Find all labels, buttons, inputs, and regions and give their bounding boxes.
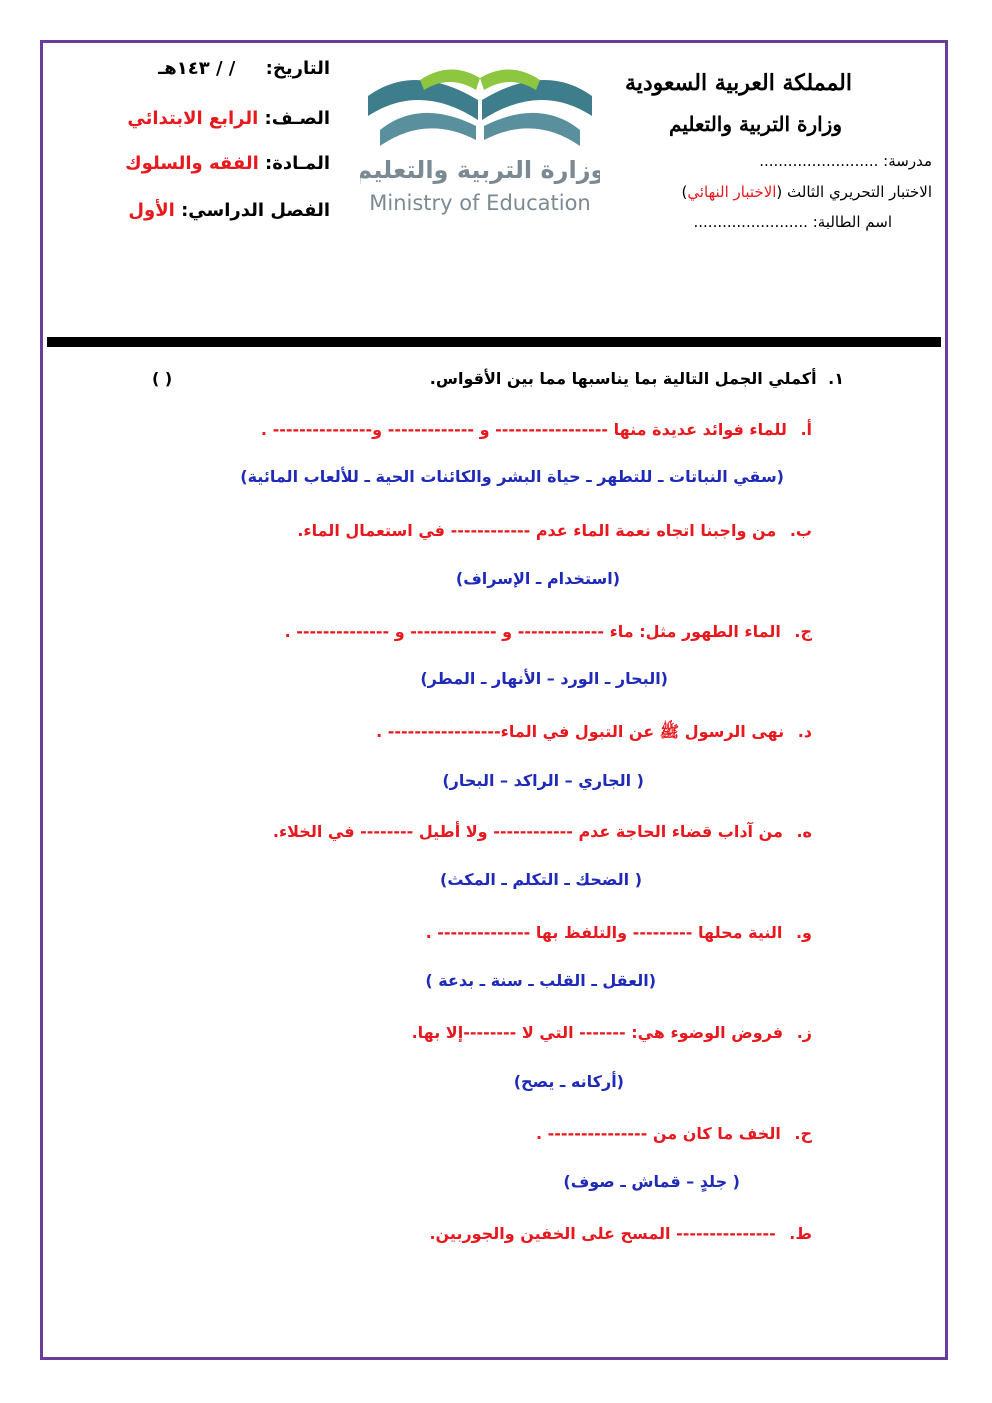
logo-arabic-text: وزارة التربية والتعليم	[360, 156, 600, 184]
item-letter: ط.	[789, 1224, 812, 1243]
item-text: من آداب قضاء الحاجة عدم ------------ ولا أطيل -------- في الخلاء.	[272, 822, 783, 841]
grade-row	[127, 108, 330, 129]
student-name-field: اسم الطالبة: ........................	[693, 213, 892, 231]
date-row	[158, 58, 330, 79]
item-text: فروض الوضوء هي: ------- التي لا --------إلا بها.	[411, 1023, 784, 1042]
ministry-logo	[360, 60, 600, 220]
item-h-options: ( جلدٍ – قماش ـ صوف)	[563, 1172, 740, 1191]
item-text: الخف ما كان من --------------- .	[536, 1124, 781, 1143]
item-letter: ج.	[794, 622, 812, 641]
exam-title	[682, 183, 933, 201]
header-divider	[47, 337, 941, 347]
question-heading	[430, 369, 844, 388]
term-label: الفصل الدراسي:	[181, 200, 330, 221]
item-g	[412, 1023, 812, 1042]
item-text: --------------- المسح على الخفين والجوربين.	[429, 1224, 776, 1243]
logo-english-text: Ministry of Education	[369, 191, 591, 215]
date-value: / / ١٤٣هـ	[158, 58, 236, 79]
exam-prefix: الاختبار التحريري الثالث (	[776, 183, 932, 201]
item-text: النية محلها --------- والتلفظ بها -------------- .	[425, 923, 783, 942]
score-box: ( )	[152, 369, 173, 388]
item-b-options: (استخدام ـ الإسراف)	[455, 569, 620, 588]
item-b	[297, 521, 812, 540]
item-d	[376, 722, 812, 745]
subject-row	[125, 153, 330, 174]
item-letter: أ.	[800, 420, 812, 439]
item-letter: و.	[795, 923, 812, 942]
exam-highlight: الاختبار النهائي	[687, 183, 777, 201]
item-letter: ه.	[796, 822, 812, 841]
item-letter: د.	[797, 722, 812, 741]
item-i	[429, 1224, 812, 1243]
kingdom-title: المملكة العربية السعودية	[624, 70, 852, 96]
item-f-options: (العقل ـ القلب ـ سنة ـ بدعة )	[425, 971, 656, 990]
question-number: ١.	[828, 369, 844, 388]
item-a	[261, 420, 812, 439]
item-h	[536, 1124, 812, 1143]
school-field: مدرسة: .........................	[759, 152, 932, 170]
item-e-options: ( الضحك ـ التكلم ـ المكث)	[440, 870, 642, 889]
item-a-options: (سقي النباتات ـ للتطهر ـ حياة البشر والكائنات الحية ـ للألعاب المائية)	[240, 467, 784, 486]
item-g-options: (أركانه ـ يصح)	[513, 1072, 624, 1091]
item-c-options: (البحار ـ الورد – الأنهار ـ المطر)	[420, 669, 668, 688]
date-label: التاريخ:	[265, 58, 330, 79]
term-value: الأول	[128, 200, 175, 221]
ministry-title: وزارة التربية والتعليم	[669, 112, 842, 136]
term-row	[128, 200, 330, 221]
item-f	[426, 923, 812, 942]
item-c	[285, 622, 812, 641]
item-text: الماء الطهور مثل: ماء ------------- و ------------- و -------------- .	[284, 622, 781, 641]
grade-label: الصـف:	[264, 108, 330, 129]
item-text: نهى الرسول ﷺ عن التبول في الماء----------------- .	[376, 722, 785, 741]
subject-value: الفقه والسلوك	[125, 153, 259, 174]
exam-suffix: )	[681, 183, 688, 201]
item-d-options: ( الجاري – الراكد – البحار)	[442, 771, 644, 790]
subject-label: المـادة:	[265, 153, 330, 174]
grade-value: الرابع الابتدائي	[127, 108, 259, 129]
item-letter: ح.	[794, 1124, 812, 1143]
item-text: من واجبنا اتجاه نعمة الماء عدم ------------ في استعمال الماء.	[297, 521, 777, 540]
item-letter: ز.	[796, 1023, 812, 1042]
page-border	[40, 40, 948, 1360]
item-e	[273, 822, 812, 841]
item-text: للماء فوائد عديدة منها ----------------- و ------------- و--------------- .	[260, 420, 787, 439]
question-prompt: أكملي الجمل التالية بما يناسبها مما بين الأقواس.	[429, 369, 817, 388]
item-letter: ب.	[789, 521, 812, 540]
